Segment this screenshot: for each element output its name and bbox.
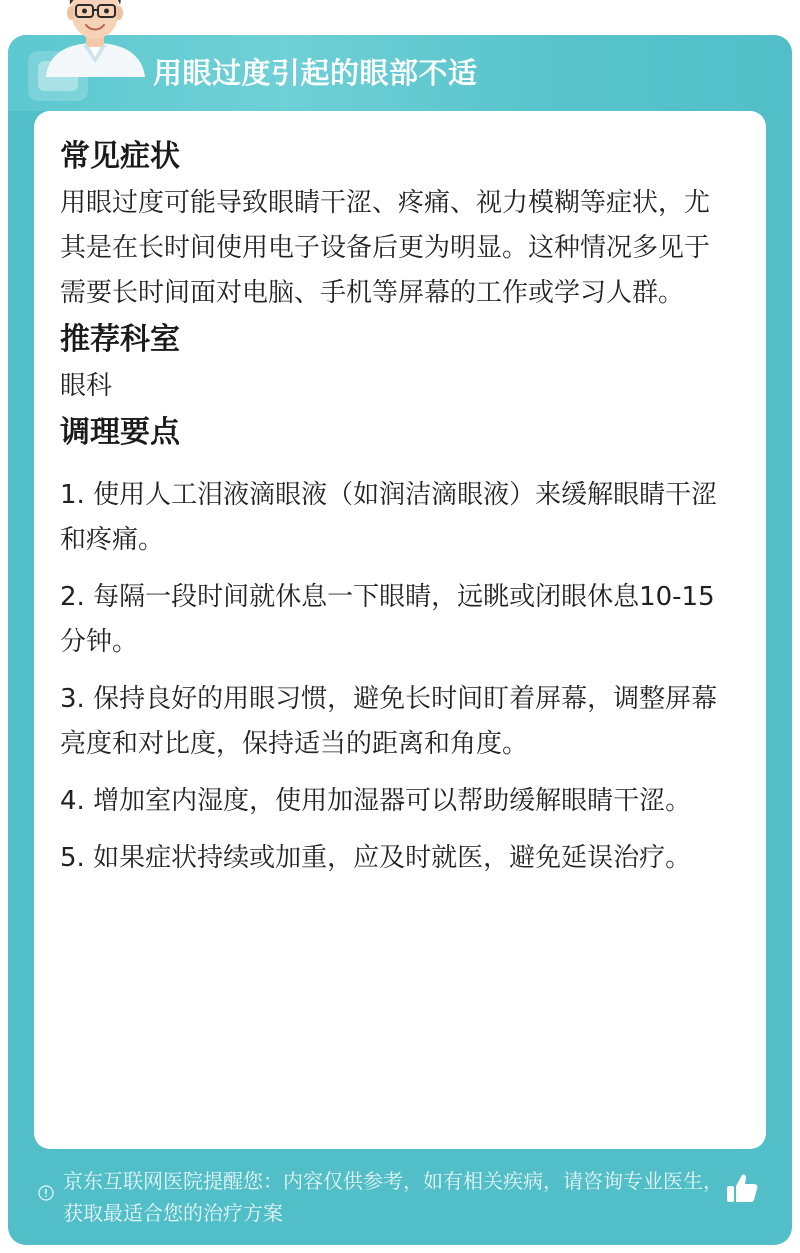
- content-panel: [34, 111, 766, 1149]
- symptoms-text: 用眼过度可能导致眼睛干涩、疼痛、视力模糊等症状，尤其是在长时间使用电子设备后更为明显。这种情况多见于需要长时间面对电脑、手机等屏幕的工作或学习人群。: [60, 188, 711, 308]
- section-title-symptoms: 常见症状: [60, 139, 180, 174]
- consultation-card: [8, 35, 792, 1245]
- disclaimer-text: 京东互联网医院提醒您：内容仅供参考，如有相关疾病，请咨询专业医生，获取最适合您的治疗方案: [63, 1169, 723, 1225]
- thumbs-up-icon[interactable]: [724, 1171, 760, 1207]
- care-tip-item: 2. 每隔一段时间就休息一下眼睛，远眺或闭眼休息10-15分钟。: [60, 582, 715, 657]
- section-title-department: 推荐科室: [60, 322, 180, 357]
- care-tip-item: 5. 如果症状持续或加重，应及时就医，避免延误治疗。: [60, 843, 692, 873]
- card-footer: [8, 1161, 792, 1241]
- doctor-avatar: [38, 0, 153, 77]
- card-title: 用眼过度引起的眼部不适: [153, 56, 478, 90]
- care-tips-list: [60, 473, 730, 881]
- section-title-care: 调理要点: [60, 415, 180, 450]
- department-text: 眼科: [60, 371, 113, 401]
- care-tip-item: 1. 使用人工泪液滴眼液（如润洁滴眼液）来缓解眼睛干涩和疼痛。: [60, 480, 718, 555]
- content-body: [60, 133, 730, 893]
- care-tip-item: 4. 增加室内湿度，使用加湿器可以帮助缓解眼睛干涩。: [60, 786, 692, 816]
- info-icon: [38, 1185, 54, 1201]
- care-tip-item: 3. 保持良好的用眼习惯，避免长时间盯着屏幕，调整屏幕亮度和对比度，保持适当的距离和角度。: [60, 684, 718, 759]
